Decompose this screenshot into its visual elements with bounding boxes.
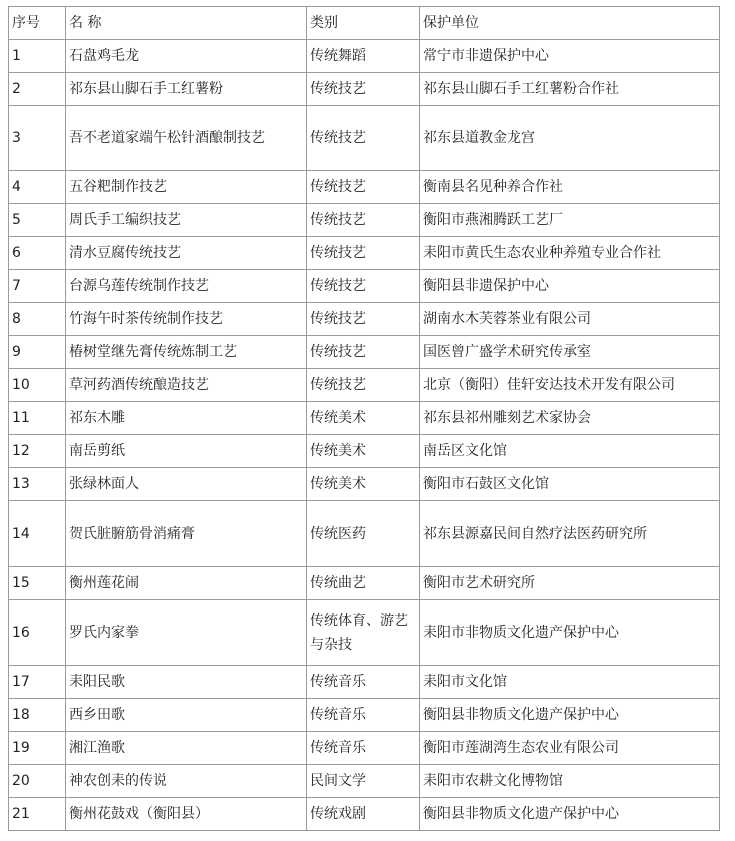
cell-index: 7 (9, 270, 66, 303)
table-row (9, 765, 720, 798)
cell-unit: 衡阳县非物质文化遗产保护中心 (420, 798, 720, 831)
table-row (9, 303, 720, 336)
cell-name: 清水豆腐传统技艺 (66, 237, 307, 270)
cell-unit: 湖南水木芙蓉茶业有限公司 (420, 303, 720, 336)
header-category: 类别 (307, 7, 420, 40)
cell-index: 5 (9, 204, 66, 237)
table-row (9, 501, 720, 567)
cell-category: 传统美术 (307, 468, 420, 501)
cell-category: 传统技艺 (307, 73, 420, 106)
table-row (9, 336, 720, 369)
cell-name: 南岳剪纸 (66, 435, 307, 468)
cell-index: 8 (9, 303, 66, 336)
table-row (9, 402, 720, 435)
cell-name: 吾不老道家端午松针酒酿制技艺 (66, 106, 307, 171)
cell-category: 传统技艺 (307, 237, 420, 270)
cell-name: 湘江渔歌 (66, 732, 307, 765)
table-row (9, 204, 720, 237)
cell-name: 衡州花鼓戏（衡阳县） (66, 798, 307, 831)
table-row (9, 270, 720, 303)
cell-category: 传统技艺 (307, 171, 420, 204)
cell-name: 衡州莲花闹 (66, 567, 307, 600)
cell-category: 传统音乐 (307, 732, 420, 765)
cell-unit: 耒阳市黄氏生态农业种养殖专业合作社 (420, 237, 720, 270)
cell-index: 11 (9, 402, 66, 435)
cell-unit: 祁东县山脚石手工红薯粉合作社 (420, 73, 720, 106)
cell-unit: 祁东县祁州雕刻艺术家协会 (420, 402, 720, 435)
cell-index: 4 (9, 171, 66, 204)
table-row (9, 600, 720, 666)
cell-index: 17 (9, 666, 66, 699)
cell-category: 传统技艺 (307, 106, 420, 171)
cell-unit: 北京（衡阳）佳轩安达技术开发有限公司 (420, 369, 720, 402)
cell-category: 传统技艺 (307, 204, 420, 237)
cell-index: 9 (9, 336, 66, 369)
cell-unit: 国医曾广盛学术研究传承室 (420, 336, 720, 369)
cell-index: 16 (9, 600, 66, 666)
cell-name: 耒阳民歌 (66, 666, 307, 699)
table-row (9, 40, 720, 73)
table-row (9, 73, 720, 106)
cell-unit: 衡阳市燕湘腾跃工艺厂 (420, 204, 720, 237)
cell-unit: 耒阳市文化馆 (420, 666, 720, 699)
cell-name: 台源乌莲传统制作技艺 (66, 270, 307, 303)
cell-category: 传统技艺 (307, 369, 420, 402)
cell-name: 张绿林面人 (66, 468, 307, 501)
cell-category: 传统医药 (307, 501, 420, 567)
cell-unit: 衡阳市石鼓区文化馆 (420, 468, 720, 501)
cell-index: 20 (9, 765, 66, 798)
cell-index: 14 (9, 501, 66, 567)
cell-index: 10 (9, 369, 66, 402)
cell-name: 罗氏内家拳 (66, 600, 307, 666)
cell-unit: 衡阳市莲湖湾生态农业有限公司 (420, 732, 720, 765)
table-row (9, 699, 720, 732)
cell-name: 椿树堂继先膏传统炼制工艺 (66, 336, 307, 369)
table-row (9, 369, 720, 402)
cell-index: 18 (9, 699, 66, 732)
table-row (9, 798, 720, 831)
table-row (9, 666, 720, 699)
header-name: 名 称 (66, 7, 307, 40)
cell-category: 传统技艺 (307, 303, 420, 336)
cell-unit: 耒阳市农耕文化博物馆 (420, 765, 720, 798)
cell-unit: 衡阳县非物质文化遗产保护中心 (420, 699, 720, 732)
cell-category: 传统舞蹈 (307, 40, 420, 73)
table-row (9, 567, 720, 600)
cell-category: 传统音乐 (307, 699, 420, 732)
cell-category: 传统技艺 (307, 270, 420, 303)
table-row (9, 468, 720, 501)
cell-name: 祁东县山脚石手工红薯粉 (66, 73, 307, 106)
cell-unit: 常宁市非遗保护中心 (420, 40, 720, 73)
cell-category: 民间文学 (307, 765, 420, 798)
cell-name: 西乡田歌 (66, 699, 307, 732)
cell-name: 祁东木雕 (66, 402, 307, 435)
cell-index: 2 (9, 73, 66, 106)
cell-unit: 耒阳市非物质文化遗产保护中心 (420, 600, 720, 666)
cell-index: 3 (9, 106, 66, 171)
header-index: 序号 (9, 7, 66, 40)
header-unit: 保护单位 (420, 7, 720, 40)
cell-index: 19 (9, 732, 66, 765)
cell-name: 贺氏脏腑筋骨消痛膏 (66, 501, 307, 567)
cell-name: 石盘鸡毛龙 (66, 40, 307, 73)
cell-category: 传统美术 (307, 435, 420, 468)
cell-index: 13 (9, 468, 66, 501)
cell-index: 15 (9, 567, 66, 600)
table-row (9, 435, 720, 468)
cell-unit: 衡阳县非遗保护中心 (420, 270, 720, 303)
header-row (9, 7, 720, 40)
cell-category: 传统音乐 (307, 666, 420, 699)
cell-name: 五谷粑制作技艺 (66, 171, 307, 204)
cell-category: 传统戏剧 (307, 798, 420, 831)
cell-name: 周氏手工编织技艺 (66, 204, 307, 237)
cell-unit: 衡南县名见种养合作社 (420, 171, 720, 204)
cell-unit: 南岳区文化馆 (420, 435, 720, 468)
cell-category: 传统美术 (307, 402, 420, 435)
cell-category: 传统体育、游艺与杂技 (307, 600, 420, 666)
heritage-list-table (8, 6, 720, 831)
cell-unit: 衡阳市艺术研究所 (420, 567, 720, 600)
cell-index: 21 (9, 798, 66, 831)
cell-category: 传统技艺 (307, 336, 420, 369)
table-row (9, 732, 720, 765)
cell-name: 神农创耒的传说 (66, 765, 307, 798)
cell-unit: 祁东县源嘉民间自然疗法医药研究所 (420, 501, 720, 567)
cell-name: 草河药酒传统酿造技艺 (66, 369, 307, 402)
cell-index: 12 (9, 435, 66, 468)
cell-index: 1 (9, 40, 66, 73)
table-row (9, 106, 720, 171)
cell-unit: 祁东县道教金龙宫 (420, 106, 720, 171)
table-row (9, 171, 720, 204)
cell-category: 传统曲艺 (307, 567, 420, 600)
table-row (9, 237, 720, 270)
cell-index: 6 (9, 237, 66, 270)
cell-name: 竹海午时茶传统制作技艺 (66, 303, 307, 336)
